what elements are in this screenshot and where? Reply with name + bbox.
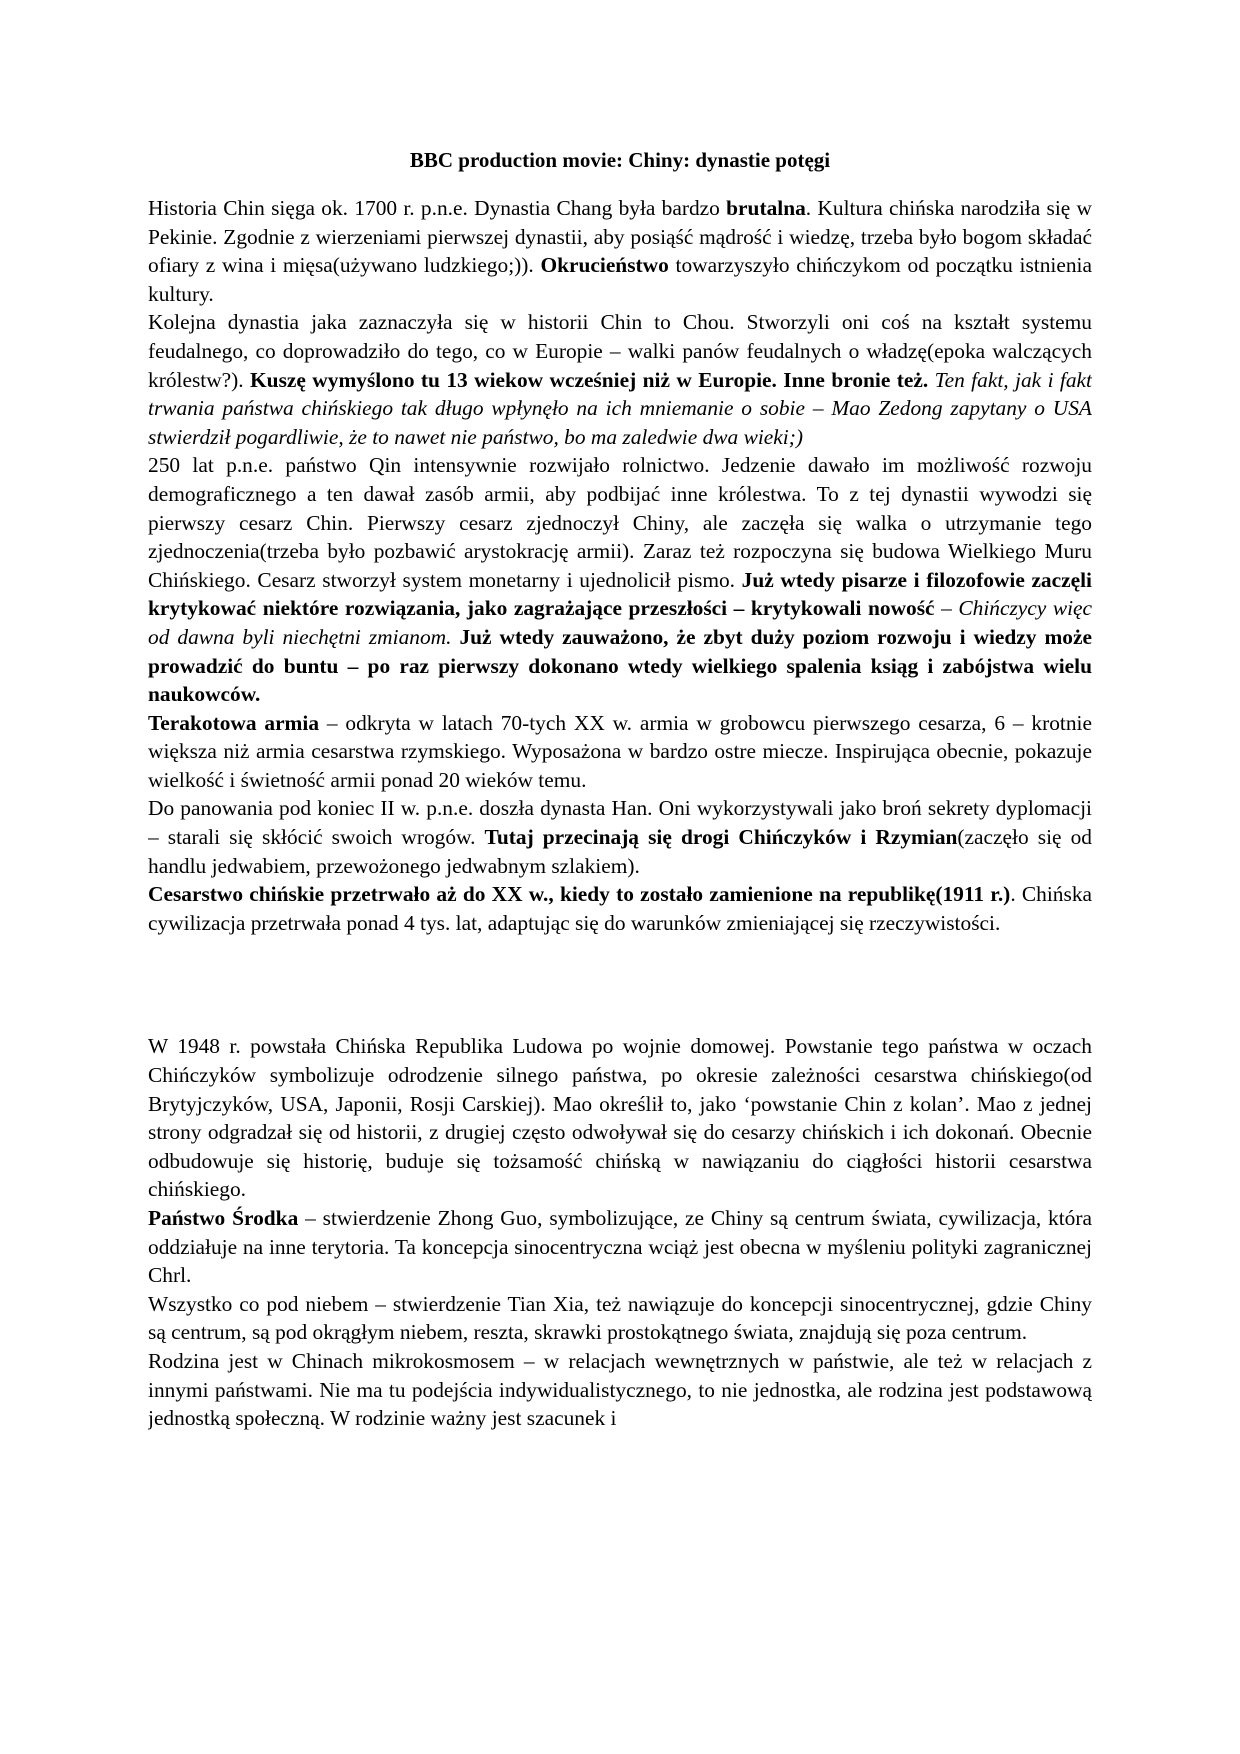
section-dynasties (148, 194, 1092, 937)
text-run: Wszystko co pod niebem – stwierdzenie Tian Xia, też nawiązuje do koncepcji sinocentrycznej, gdzie Chiny są centrum, są pod okrągłym niebem, reszta, skrawki prostokątnego świata, znajdują się poza centrum. (148, 1291, 1092, 1345)
text-run: – (934, 596, 959, 621)
bold-text: Kuszę wymyślono tu 13 wiekow wcześniej niż w Europie. Inne bronie też. (250, 367, 929, 392)
bold-text: Terakotowa armia (148, 710, 320, 735)
bold-text: Okrucieństwo (540, 253, 669, 278)
bold-text: Już wtedy zauważono, że zbyt duży poziom rozwoju i wiedzy może prowadzić do buntu – po raz pierwszy dokonano wtedy wielkiego spalenia ksiąg i zabójstwa wielu naukowców. (148, 624, 1092, 707)
text-run: W 1948 r. powstała Chińska Republika Ludowa po wojnie domowej. Powstanie tego państwa w oczach Chińczyków symbolizuje odrodzenie silnego państwa, po okresie zależności cesarstwa chińskiego(od Brytyjczyków, USA, Japonii, Rosji Carskiej). Mao określił to, jako ‘powstanie Chin z kolan’. Mao z jednej strony odgradzał się od historii, z drugiej często odwoływał się do cesarzy chińskich i ich dokonań. Obecnie odbudowuje się historię, buduje się tożsamość chińską w nawiązaniu do ciągłości historii cesarstwa chińskiego. (148, 1034, 1092, 1202)
italic-text: Chińczycy więc od dawna byli niechętni zmianom. (148, 596, 1092, 649)
text-run: towarzyszyło chińczykom od początku istnienia kultury. (148, 253, 1092, 306)
paragraph (148, 194, 1092, 308)
text-run: (zaczęło się od handlu jedwabiem, przewożonego jedwabnym szlakiem). (148, 825, 1092, 878)
bold-text: brutalna (726, 196, 806, 220)
text-run: Kolejna dynastia jaka zaznaczyła się w historii Chin to Chou. Stworzyli oni coś na kształt systemu feudalnego, co doprowadziło do tego, co w Europie – walki panów feudalnych o władzę(epoka walczących królestw?). (148, 310, 1092, 392)
bold-text: Już wtedy pisarze i filozofowie zaczęli krytykować niektóre rozwiązania, jako zagrażające przeszłości – krytykowali nowość (148, 567, 1092, 621)
text-run: Do panowania pod koniec II w. p.n.e. doszła dynasta Han. Oni wykorzystywali jako broń sekrety dyplomacji – starali się skłócić swoich wrogów. (148, 796, 1092, 850)
paragraph (148, 1204, 1092, 1290)
bold-text: Tutaj przecinają się drogi Chińczyków i Rzymian (484, 825, 958, 850)
text-run: 250 lat p.n.e. państwo Qin intensywnie rozwijało rolnictwo. Jedzenie dawało im możliwość rozwoju demograficznego a ten dawał zasób armii, aby podbijać inne królestwa. To z tej dynastii wywodzi się pierwszy cesarz Chin. Pierwszy cesarz zjednoczył Chiny, ale zaczęła się walka o utrzymanie tego zjednoczenia(trzeba było pozbawić arystokrację armii). Zaraz też rozpoczyna się budowa Wielkiego Muru Chińskiego. Cesarz stworzył system monetarny i ujednolicił pismo. (148, 453, 1092, 592)
bold-text: Cesarstwo chińskie przetrwało aż do XX w., kiedy to zostało zamienione na republikę(1911 r.) (148, 882, 1011, 907)
paragraph (148, 709, 1092, 795)
text-run: Historia Chin sięga ok. 1700 r. p.n.e. Dynastia Chang była bardzo (148, 196, 727, 220)
document-page (148, 0, 1092, 1754)
section-prc (148, 1032, 1092, 1432)
text-run: . Chińska cywilizacja przetrwała ponad 4 tys. lat, adaptując się do warunków zmieniającej się rzeczywistości. (148, 882, 1092, 935)
paragraph (148, 1290, 1092, 1347)
text-run: . Kultura chińska narodziła się w Pekinie. Zgodnie z wierzeniami pierwszej dynastii, aby posiąść mądrość i wiedzę, trzeba było bogom składać ofiary z wina i mięsa(używano ludzkiego;)). (148, 196, 1092, 278)
text-run: – odkryta w latach 70-tych XX w. armia w grobowcu pierwszego cesarza, 6 – krotnie większa niż armia cesarstwa rzymskiego. Wyposażona w bardzo ostre miecze. Inspirująca obecnie, pokazuje wielkość i świetność armii ponad 20 wieków temu. (148, 710, 1092, 792)
paragraph (148, 794, 1092, 880)
paragraph (148, 451, 1092, 708)
paragraph (148, 1347, 1092, 1433)
bold-text: Państwo Środka (148, 1206, 299, 1230)
text-run: Rodzina jest w Chinach mikrokosmosem – w relacjach wewnętrznych w państwie, ale też w relacjach z innymi państwami. Nie ma tu podejścia indywidualistycznego, to nie jednostka, ale rodzina jest podstawową jednostką społeczną. W rodzinie ważny jest szacunek i (148, 1348, 1092, 1431)
text-run: – stwierdzenie Zhong Guo, symbolizujące, ze Chiny są centrum świata, cywilizacja, która oddziałuje na inne terytoria. Ta koncepcja sinocentryczna wciąż jest obecna w myśleniu polityki zagranicznej Chrl. (148, 1206, 1092, 1288)
paragraph (148, 1032, 1092, 1204)
document-title: BBC production movie: Chiny: dynastie potęgi (409, 148, 831, 172)
paragraph (148, 880, 1092, 937)
italic-text: Ten fakt, jak i fakt trwania państwa chińskiego tak długo wpłynęło na ich mniemanie o sobie – Mao Zedong zapytany o USA stwierdził pogardliwie, że to nawet nie państwo, bo ma zaledwie dwa wieki;) (148, 367, 1092, 449)
paragraph (148, 308, 1092, 451)
